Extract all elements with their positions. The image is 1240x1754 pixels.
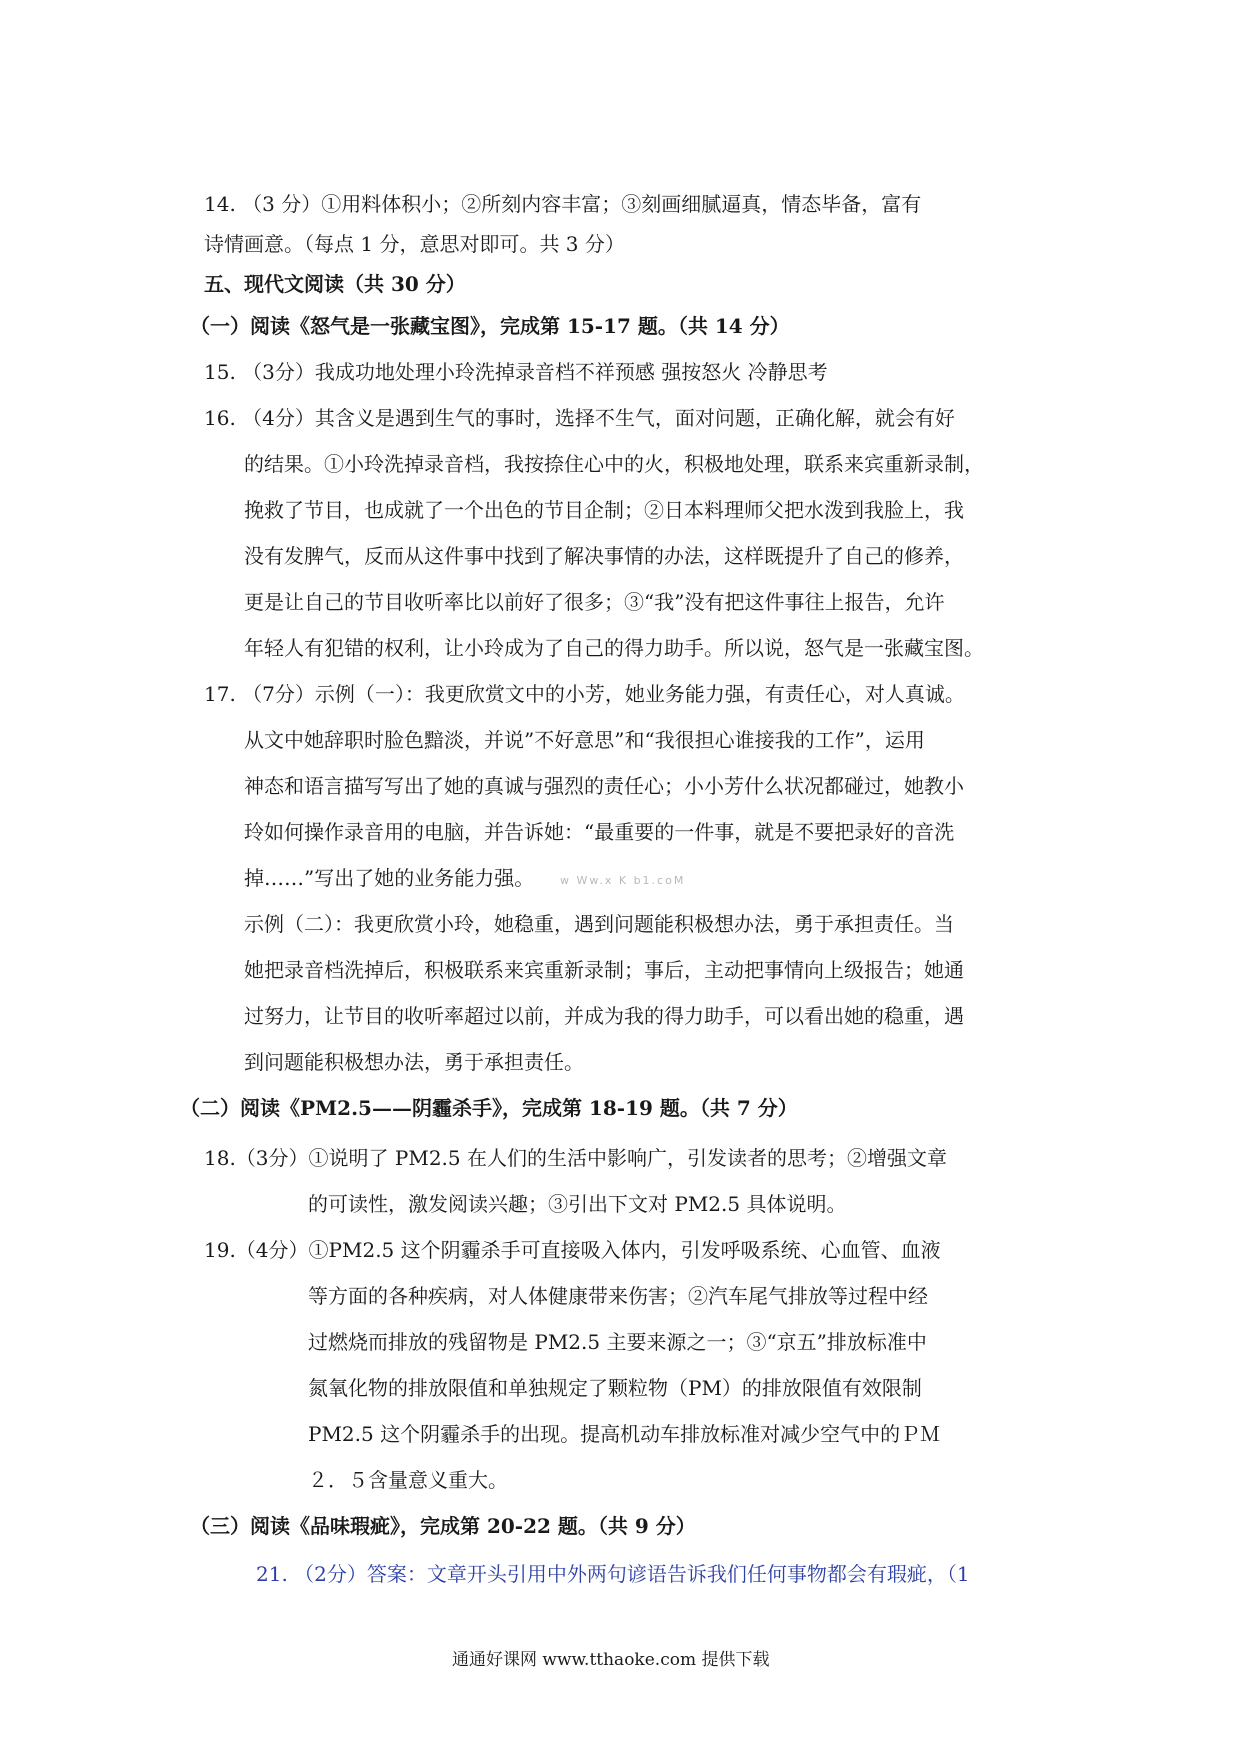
answer-19-line-6: ２．５含量意义重大。 bbox=[308, 1468, 508, 1492]
answer-18-line-2: 的可读性，激发阅读兴趣；③引出下文对 PM2.5 具体说明。 bbox=[308, 1192, 847, 1216]
answer-17-line-5: 掉……”写出了她的业务能力强。 bbox=[244, 866, 535, 890]
answer-17-line-3: 神态和语言描写写出了她的真诚与强烈的责任心；小小芳什么状况都碰过，她教小 bbox=[244, 774, 964, 798]
answer-19-line-2: 等方面的各种疾病，对人体健康带来伤害；②汽车尾气排放等过程中经 bbox=[308, 1284, 928, 1308]
answer-17-example-2-line-1: 示例（二）：我更欣赏小玲，她稳重，遇到问题能积极想办法，勇于承担责任。当 bbox=[244, 912, 954, 936]
answer-17-line-4: 玲如何操作录音用的电脑，并告诉她：“最重要的一件事，就是不要把录好的音洗 bbox=[244, 820, 955, 844]
subsection-heading-3: （三）阅读《品味瑕疵》，完成第 20-22 题。（共 9 分） bbox=[190, 1514, 696, 1538]
answer-18-line-1: 18.（3分）①说明了 PM2.5 在人们的生活中影响广，引发读者的思考；②增强文章 bbox=[204, 1146, 947, 1170]
answer-17-example-2-line-3: 过努力，让节目的收听率超过以前，并成为我的得力助手，可以看出她的稳重，遇 bbox=[244, 1004, 964, 1028]
answer-17-example-2-line-4: 到问题能积极想办法，勇于承担责任。 bbox=[244, 1050, 584, 1074]
watermark-text: w Ww.x K b1.coM bbox=[560, 874, 686, 887]
answer-17-line-2: 从文中她辞职时脸色黯淡，并说”不好意思”和“我很担心谁接我的工作”，运用 bbox=[244, 728, 925, 752]
answer-16-line-5: 更是让自己的节目收听率比以前好了很多；③“我”没有把这件事往上报告，允许 bbox=[244, 590, 945, 614]
answer-19-line-5: PM2.5 这个阴霾杀手的出现。提高机动车排放标准对减少空气中的ＰＭ bbox=[308, 1422, 941, 1446]
answer-19-line-4: 氮氧化物的排放限值和单独规定了颗粒物（PM）的排放限值有效限制 bbox=[308, 1376, 922, 1400]
page-footer: 通通好课网 www.tthaoke.com 提供下载 bbox=[452, 1650, 770, 1670]
answer-19-line-1: 19.（4分）①PM2.5 这个阴霾杀手可直接吸入体内，引发呼吸系统、心血管、血液 bbox=[204, 1238, 941, 1262]
answer-19-line-3: 过燃烧而排放的残留物是 PM2.5 主要来源之一；③“京五”排放标准中 bbox=[308, 1330, 927, 1354]
subsection-heading-1: （一）阅读《怒气是一张藏宝图》，完成第 15-17 题。（共 14 分） bbox=[190, 314, 790, 338]
answer-21: 21. （2分）答案：文章开头引用中外两句谚语告诉我们任何事物都会有瑕疵，（1 bbox=[256, 1562, 970, 1586]
answer-16-line-3: 挽救了节目，也成就了一个出色的节目企制；②日本料理师父把水泼到我脸上，我 bbox=[244, 498, 964, 522]
answer-16-line-1: 16. （4分）其含义是遇到生气的事时，选择不生气，面对问题，正确化解，就会有好 bbox=[204, 406, 955, 430]
answer-17-line-1: 17. （7分）示例（一）：我更欣赏文中的小芳，她业务能力强，有责任心，对人真诚。 bbox=[204, 682, 965, 706]
answer-14-line-2: 诗情画意。（每点 1 分，意思对即可。共 3 分） bbox=[204, 232, 625, 256]
section-heading-modern-reading: 五、现代文阅读（共 30 分） bbox=[204, 272, 466, 296]
subsection-heading-2: （二）阅读《PM2.5——阴霾杀手》，完成第 18-19 题。（共 7 分） bbox=[180, 1096, 798, 1120]
answer-16-line-4: 没有发脾气，反而从这件事中找到了解决事情的办法，这样既提升了自己的修养， bbox=[244, 544, 964, 568]
answer-15: 15. （3分）我成功地处理小玲洗掉录音档不祥预感 强按怒火 冷静思考 bbox=[204, 360, 828, 384]
answer-17-example-2-line-2: 她把录音档洗掉后，积极联系来宾重新录制；事后，主动把事情向上级报告；她通 bbox=[244, 958, 964, 982]
answer-16-line-6: 年轻人有犯错的权利，让小玲成为了自己的得力助手。所以说，怒气是一张藏宝图。 bbox=[244, 636, 984, 660]
answer-14-line-1: 14. （3 分）①用料体积小；②所刻内容丰富；③刻画细腻逼真，情态毕备，富有 bbox=[204, 192, 922, 216]
answer-16-line-2: 的结果。①小玲洗掉录音档，我按捺住心中的火，积极地处理，联系来宾重新录制， bbox=[244, 452, 984, 476]
